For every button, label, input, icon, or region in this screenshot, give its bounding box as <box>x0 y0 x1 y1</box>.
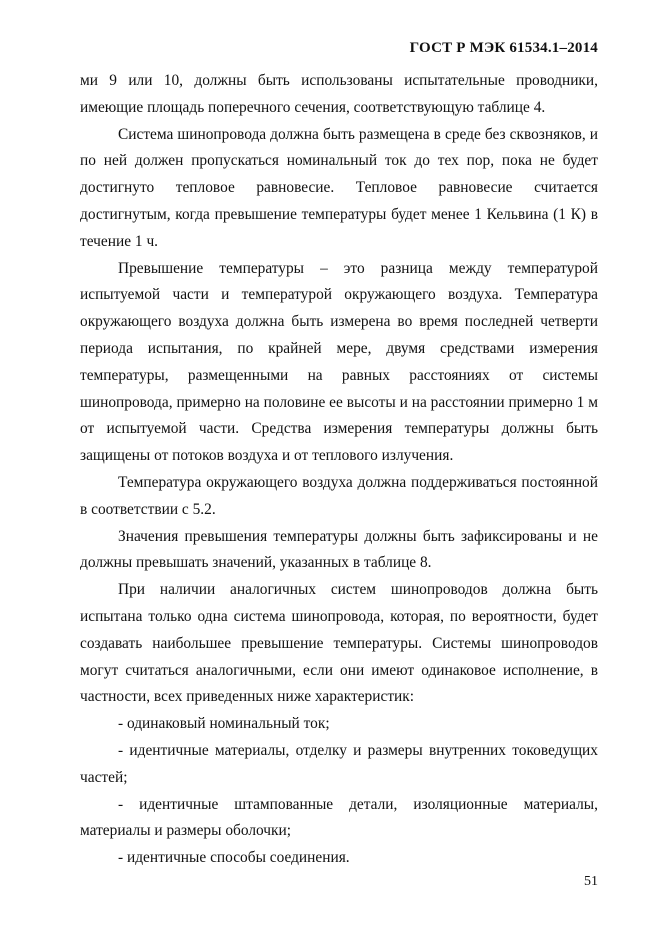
paragraph-ambient-temperature: Температура окружающего воздуха должна поддерживаться постоянной в соответствии с 5.2. <box>80 473 598 518</box>
body-text <box>80 68 598 872</box>
list-item-rated-current: - одинаковый номинальный ток; <box>118 715 330 733</box>
list-item-connection-methods: - идентичные способы соединения. <box>118 849 350 867</box>
paragraph-temperature-rise: Превышение температуры – это разница между температурой испытуемой части и температурой окружающего воздуха. Температура окружающего воздуха должна быть измерена во время последней четверти периода испытания, по крайней мере, двумя средствами измерения температуры, размещенными на равных расстояниях от системы шинопровода, примерно на половине ее высоты и на расстоянии примерно 1 м от испытуемой части. Средства измерения температуры должны быть защищены от потоков воздуха и от теплового излучения. <box>80 259 598 465</box>
list-item-enclosure-materials: - идентичные штампованные детали, изоляционные материалы, материалы и размеры оболочки; <box>80 795 598 840</box>
paragraph-similar-systems: При наличии аналогичных систем шинопроводов должна быть испытана только одна система шинопровода, которая, по вероятности, будет создавать наибольшее превышение температуры. Системы шинопроводов могут считаться аналогичными, если они имеют одинаковое исполнение, в частности, всех приведенных ниже характеристик: <box>80 581 598 706</box>
paragraph-test-setup: Система шинопровода должна быть размещена в среде без сквозняков, и по ней должен пропускаться номинальный ток до тех пор, пока не будет достигнуто тепловое равновесие. Тепловое равновесие считается достигнутым, когда превышение температуры будет менее 1 Кельвина (1 К) в течение 1 ч. <box>80 125 598 250</box>
list-item-conductor-materials: - идентичные материалы, отделку и размеры внутренних токоведущих частей; <box>80 741 598 786</box>
standard-header: ГОСТ Р МЭК 61534.1–2014 <box>409 40 598 56</box>
paragraph-rise-values: Значения превышения температуры должны быть зафиксированы и не должны превышать значений, указанных в таблице 8. <box>80 527 598 572</box>
page-number: 51 <box>584 874 598 889</box>
paragraph-continuation: ми 9 или 10, должны быть использованы испытательные проводники, имеющие площадь поперечного сечения, соответствующую таблице 4. <box>80 72 598 116</box>
